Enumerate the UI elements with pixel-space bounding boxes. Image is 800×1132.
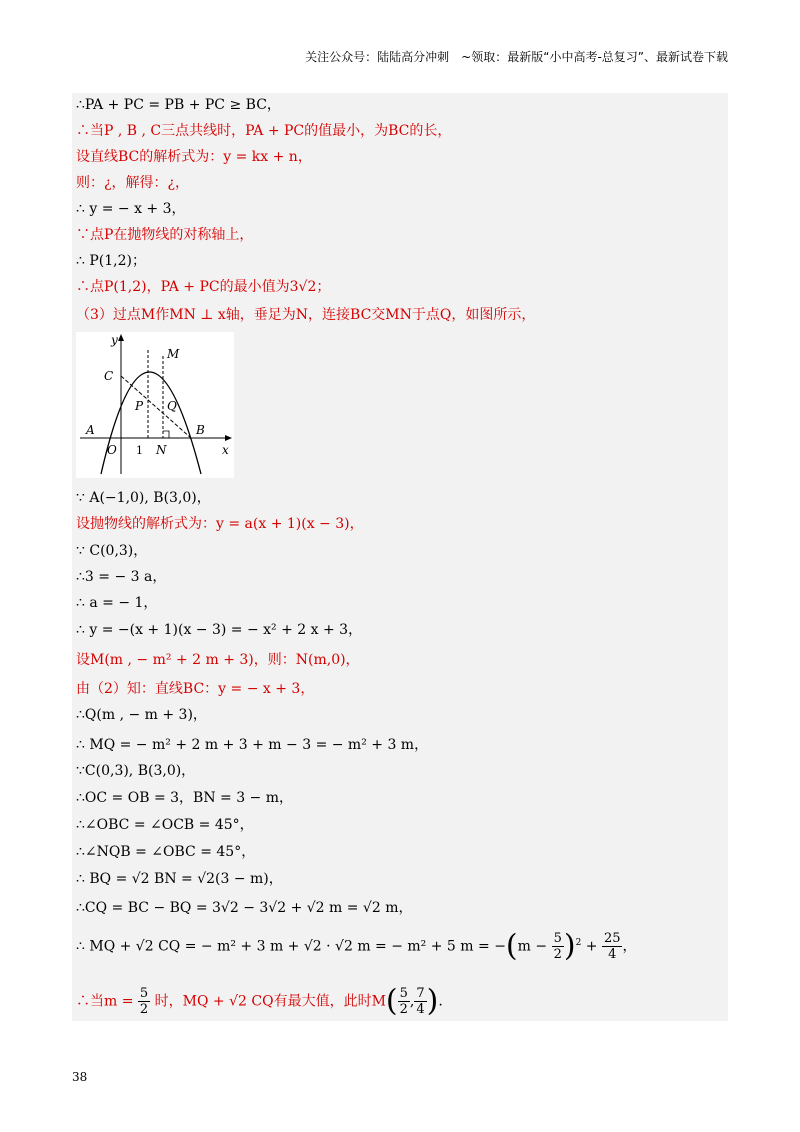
step-line-12: ∵ C(0,3)， (76, 543, 148, 559)
fraction-five-halves: $\frac{5}{2}$ (553, 931, 562, 962)
exponent-two: 2 (575, 937, 582, 948)
step-line-24: ∴ BQ = √2 BN = √2(3 − m)， (76, 871, 283, 887)
fraction-m-value: $\frac{5}{2}$ (139, 986, 149, 1017)
label-a: A (86, 423, 95, 437)
step-line-1: ∴PA + PC = PB + PC ≥ BC， (76, 97, 281, 113)
step-line-14: ∴ a = − 1， (76, 595, 158, 611)
page-number: 38 (72, 1070, 88, 1084)
step-line-19: ∴ MQ = − m² + 2 m + 3 + m − 3 = − m² + 3 m， (76, 737, 429, 753)
label-c: C (104, 369, 114, 383)
step-line-20: ∵C(0,3), B(3,0)， (76, 763, 196, 779)
step-line-2: ∴当P , B , C三点共线时，PA + PC的值最小，为BC的长， (76, 123, 452, 139)
step-27-conclusion: 时，MQ + √2 CQ有最大值，此时M (154, 993, 386, 1010)
step-line-10: ∵ A(−1,0), B(3,0)， (76, 490, 211, 506)
page-header: 关注公众号：陆陆高分冲刺 ~领取：最新版“小中高考-总复习”、最新试卷下载 (305, 50, 728, 64)
step-line-17: 由（2）知：直线BC：y = − x + 3， (76, 681, 315, 697)
step-line-15: ∴ y = −(x + 1)(x − 3) = − x² + 2 x + 3， (76, 622, 363, 638)
step-line-23: ∴∠NQB = ∠OBC = 45°， (76, 844, 256, 860)
label-m: M (167, 347, 180, 361)
fraction-25-4: $\frac{25}{4}$ (603, 931, 621, 962)
solution-panel (72, 93, 728, 1021)
step-line-7: ∴ P(1,2)； (76, 253, 146, 269)
parabola-curve (101, 372, 201, 474)
step-line-3: 设直线BC的解析式为：y = kx + n， (76, 149, 312, 165)
label-b: B (196, 423, 205, 437)
x-axis-arrow (225, 435, 232, 441)
right-angle-mark (163, 431, 169, 438)
step-line-16: 设M(m , − m² + 2 m + 3)，则：N(m,0)， (76, 652, 360, 668)
y-axis-arrow (118, 334, 124, 341)
label-y: y (111, 333, 118, 347)
fraction-point-x: $\frac{5}{2}$ (399, 986, 408, 1017)
step-line-6: ∵点P在抛物线的对称轴上， (76, 227, 254, 243)
label-n: N (156, 443, 167, 457)
fraction-point-y: $\frac{7}{4}$ (416, 986, 425, 1017)
step-line-27: ∴当m = $\frac{5}{2}$ 时，MQ + √2 CQ有最大值，此时M( $\frac{5}{2}$ , $\frac{7}{4}$ ). (76, 983, 443, 1019)
step-line-26: ∴ MQ + √2 CQ = − m² + 3 m + √2 · √2 m = − m² + 5 m = −(m − $\frac{5}{2}$ )$^2$ + $\frac{25}{4}$ ， (76, 928, 637, 964)
step-line-25: ∴CQ = BC − BQ = 3√2 − 3√2 + √2 m = √2 m， (76, 900, 413, 916)
plus-sign: + (585, 938, 598, 955)
label-p: P (135, 399, 144, 413)
step-26-lhs: ∴ MQ + √2 CQ = − m² + 3 m + √2 · √2 m = − m² + 5 m = − (76, 938, 506, 955)
step-line-5: ∴ y = − x + 3， (76, 201, 186, 217)
label-one: 1 (136, 444, 143, 457)
parabola-figure (76, 332, 234, 478)
step-26-inner: m − (517, 938, 548, 955)
parabola-diagram (76, 332, 234, 478)
step-line-9: （3）过点M作MN ⊥ x轴，垂足为N，连接BC交MN于点Q，如图所示， (76, 307, 536, 323)
segment-bc (121, 376, 191, 438)
label-o: O (107, 443, 117, 457)
step-line-18: ∴Q(m , − m + 3)， (76, 707, 207, 723)
label-q: Q (167, 399, 177, 413)
step-line-8: ∴点P(1,2)，PA + PC的最小值为3√2； (76, 279, 331, 295)
label-x: x (222, 443, 229, 457)
step-line-22: ∴∠OBC = ∠OCB = 45°， (76, 817, 254, 833)
step-27-when: ∴当m = (76, 993, 134, 1010)
step-line-21: ∴OC = OB = 3，BN = 3 − m， (76, 790, 294, 806)
step-line-13: ∴3 = − 3 a， (76, 569, 167, 585)
step-line-11: 设抛物线的解析式为：y = a(x + 1)(x − 3)， (76, 516, 364, 532)
step-line-4: 则：¿，解得：¿， (76, 175, 190, 191)
